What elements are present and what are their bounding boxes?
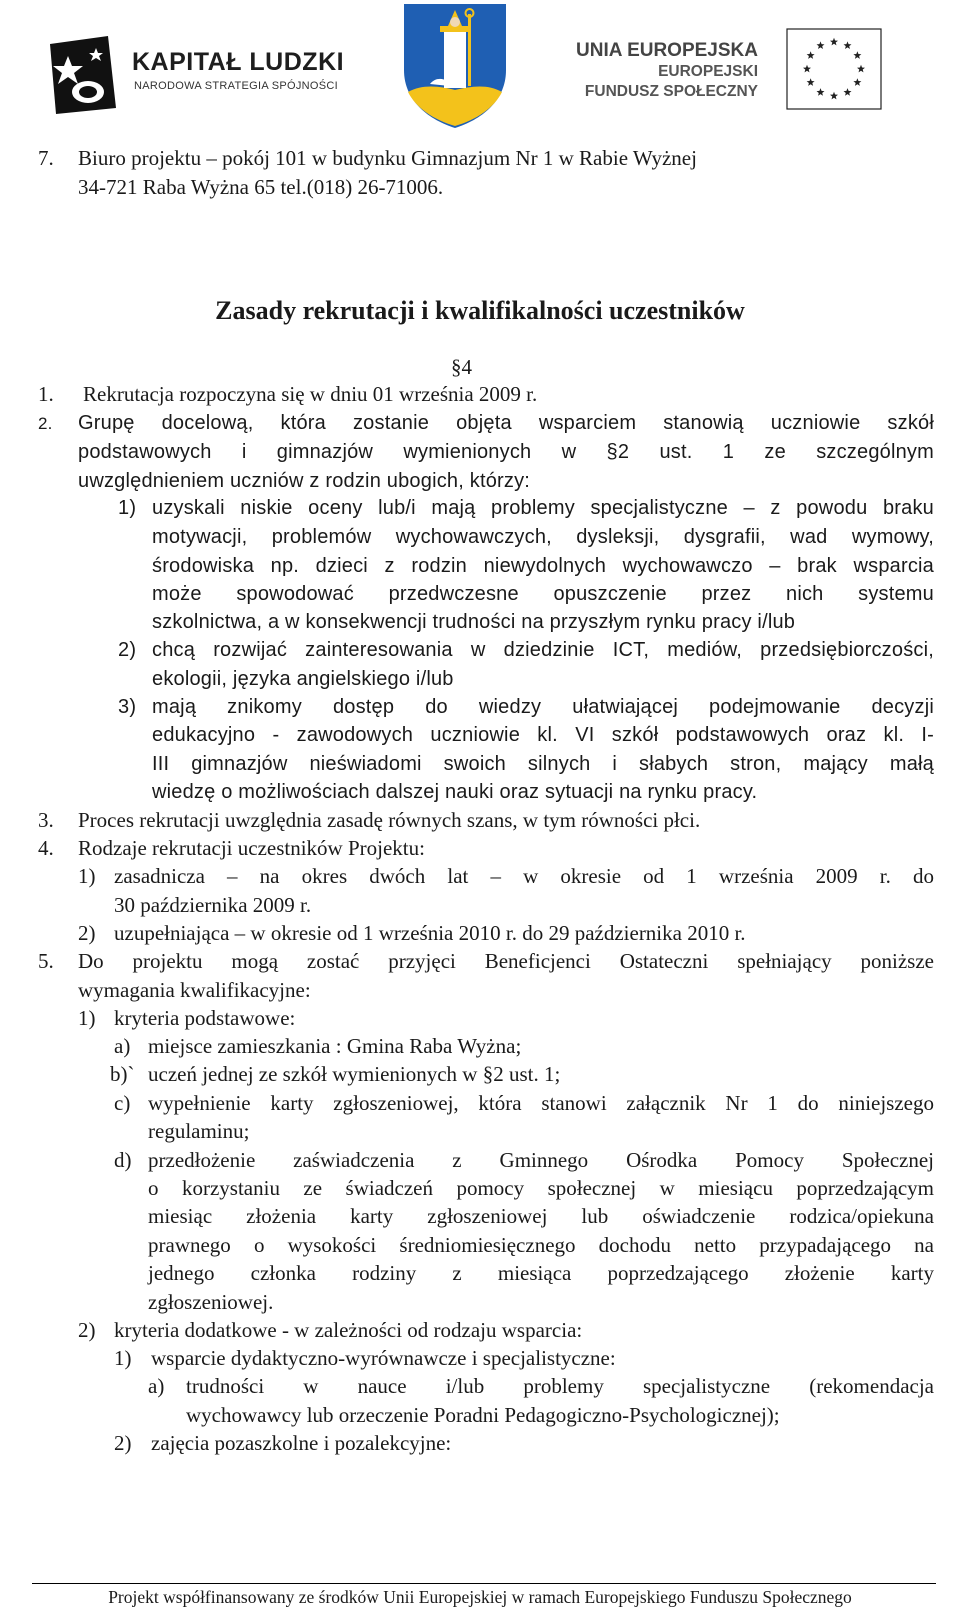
rule-5-line1: Do projektu mogą zostać przyjęci Beneficjenci Ostateczni spełniający poniższe bbox=[78, 949, 934, 973]
item-7-line1: Biuro projektu – pokój 101 w budynku Gimnazjum Nr 1 w Rabie Wyżnej bbox=[78, 146, 697, 170]
rule-4-number: 4. bbox=[38, 836, 54, 860]
rule-2-sub3-line: mają znikomy dostęp do wiedzy ułatwiającej podejmowanie decyzji bbox=[152, 696, 934, 718]
kapital-ludzki-title: KAPITAŁ LUDZKI bbox=[132, 48, 345, 76]
rule-5-line2: wymagania kwalifikacyjne: bbox=[78, 978, 311, 1002]
rule-2-sub2-number: 2) bbox=[118, 639, 137, 661]
rule-2-number: 2. bbox=[38, 414, 53, 433]
eu-logo-line2: EUROPEJSKI bbox=[658, 63, 758, 80]
rule-5-number: 5. bbox=[38, 949, 54, 973]
item-7-number: 7. bbox=[38, 146, 54, 170]
rule-2-sub1-line: motywacji, problemów wychowawczych, dysleksji, dysgrafii, wad wymowy, bbox=[152, 526, 934, 548]
criteria-2-1a-number: a) bbox=[148, 1374, 165, 1398]
rule-2-sub2-line: chcą rozwijać zainteresowania w dziedzinie ICT, mediów, przedsiębiorczości, bbox=[152, 639, 934, 661]
criteria-2-2-text: zajęcia pozaszkolne i pozalekcyjne: bbox=[151, 1431, 452, 1455]
rule-2-sub2-line: ekologii, języka angielskiego i/lub bbox=[152, 668, 454, 690]
eu-flag-icon bbox=[786, 28, 882, 110]
criteria-1d-line: jednego członka rodziny z miesiąca poprzedzającego złożenie karty bbox=[148, 1261, 934, 1285]
kapital-ludzki-emblem-icon bbox=[44, 30, 124, 120]
eu-logo-line3: FUNDUSZ SPOŁECZNY bbox=[584, 83, 758, 100]
rule-3-text: Proces rekrutacji uwzględnia zasadę równych szans, w tym równości płci. bbox=[78, 808, 701, 832]
section-heading: Zasady rekrutacji i kwalifikalności uczestników bbox=[215, 296, 745, 325]
criteria-1b-number: b)` bbox=[110, 1062, 135, 1086]
rule-1-text: Rekrutacja rozpoczyna się w dniu 01 września 2009 r. bbox=[83, 382, 538, 406]
criteria-1-label: kryteria podstawowe: bbox=[114, 1006, 296, 1030]
kapital-ludzki-subtitle: NARODOWA STRATEGIA SPÓJNOŚCI bbox=[134, 80, 338, 92]
footer-text: Projekt współfinansowany ze środków Unii Europejskiej w ramach Europejskiego Funduszu Społecznego bbox=[108, 1587, 852, 1607]
rule-4-sub2-text: uzupełniająca – w okresie od 1 września 2010 r. do 29 października 2010 r. bbox=[114, 921, 746, 945]
criteria-1d-line: prawnego o wysokości średniomiesięcznego dochodu netto przypadającego na bbox=[148, 1233, 934, 1257]
coat-of-arms-icon bbox=[400, 0, 510, 130]
criteria-2-number: 2) bbox=[78, 1318, 96, 1342]
paragraph-symbol: §4 bbox=[451, 355, 472, 379]
rule-2-sub1-line: uzyskali niskie oceny lub/i mają problemy specjalistyczne – z powodu braku bbox=[152, 497, 934, 519]
criteria-1d-number: d) bbox=[114, 1148, 132, 1172]
criteria-2-1a-line2: wychowawcy lub orzeczenie Poradni Pedagogiczno-Psychologicznej); bbox=[186, 1403, 780, 1427]
criteria-2-1-text: wsparcie dydaktyczno-wyrównawcze i specjalistyczne: bbox=[151, 1346, 616, 1370]
criteria-1c-line2: regulaminu; bbox=[148, 1119, 250, 1143]
rule-2-sub1-line: środowiska np. dzieci z rodzin niewydolnych wychowawczo – brak wsparcia bbox=[152, 555, 934, 577]
rule-2-line3: uwzględnieniem uczniów z rodzin ubogich, którzy: bbox=[78, 470, 531, 492]
rule-2-line2: podstawowych i gimnazjów wymienionych w §2 ust. 1 ze szczególnym bbox=[78, 441, 934, 463]
item-7-line2: 34-721 Raba Wyżna 65 tel.(018) 26-71006. bbox=[78, 175, 444, 199]
rule-4-sub2-number: 2) bbox=[78, 921, 96, 945]
criteria-1a-text: miejsce zamieszkania : Gmina Raba Wyżna; bbox=[148, 1034, 522, 1058]
rule-2-sub3-line: wiedzę o możliwościach dalszej nauki oraz sytuacji na rynku pracy. bbox=[152, 781, 758, 803]
criteria-1-number: 1) bbox=[78, 1006, 96, 1030]
rule-2-sub1-line: może spowodować przedwczesne opuszczenie przez nich systemu bbox=[152, 583, 934, 605]
criteria-1c-line1: wypełnienie karty zgłoszeniowej, która stanowi załącznik Nr 1 do niniejszego bbox=[148, 1091, 934, 1115]
rule-4-text: Rodzaje rekrutacji uczestników Projektu: bbox=[78, 836, 425, 860]
criteria-2-label: kryteria dodatkowe - w zależności od rodzaju wsparcia: bbox=[114, 1318, 583, 1342]
footer-divider bbox=[32, 1583, 936, 1584]
rule-4-sub1-line2: 30 października 2009 r. bbox=[114, 893, 312, 917]
criteria-1d-line: o korzystaniu ze świadczeń pomocy społecznej w miesiącu poprzedzającym bbox=[148, 1176, 934, 1200]
eu-logo-text bbox=[570, 40, 758, 102]
rule-2-sub1-number: 1) bbox=[118, 497, 137, 519]
criteria-1c-number: c) bbox=[114, 1091, 131, 1115]
rule-2-sub3-number: 3) bbox=[118, 696, 137, 718]
criteria-1d-line: miesiąc złożenia karty zgłoszeniowej lub oświadczenie rodzica/opiekuna bbox=[148, 1204, 934, 1228]
criteria-1d-line: przedłożenie zaświadczenia z Gminnego Ośrodka Pomocy Społecznej bbox=[148, 1148, 934, 1172]
eu-logo-line1: UNIA EUROPEJSKA bbox=[576, 40, 758, 61]
rule-4-sub1-number: 1) bbox=[78, 864, 96, 888]
rule-4-sub1-line1: zasadnicza – na okres dwóch lat – w okresie od 1 września 2009 r. do bbox=[114, 864, 934, 888]
criteria-1a-number: a) bbox=[114, 1034, 131, 1058]
rule-2-sub1-line: szkolnictwa, a w konsekwencji trudności na przyszłym rynku pracy i/lub bbox=[152, 611, 796, 633]
rule-1-number: 1. bbox=[38, 382, 54, 406]
rule-2-sub3-line: III gimnazjów nieświadomi swoich silnych i słabych stron, mający małą bbox=[152, 753, 934, 775]
criteria-1d-line: zgłoszeniowej. bbox=[148, 1290, 274, 1314]
criteria-2-2-number: 2) bbox=[114, 1431, 132, 1455]
kapital-ludzki-logo bbox=[44, 30, 344, 120]
rule-3-number: 3. bbox=[38, 808, 54, 832]
rule-2-sub3-line: edukacyjno - zawodowych uczniowie kl. VI szkół podstawowych oraz kl. I- bbox=[152, 724, 934, 746]
criteria-2-1a-line1: trudności w nauce i/lub problemy specjalistyczne (rekomendacja bbox=[186, 1374, 934, 1398]
rule-2-line1: Grupę docelową, która zostanie objęta wsparciem stanowią uczniowie szkół bbox=[78, 412, 934, 434]
criteria-1b-text: uczeń jednej ze szkół wymienionych w §2 ust. 1; bbox=[148, 1062, 561, 1086]
criteria-2-1-number: 1) bbox=[114, 1346, 132, 1370]
